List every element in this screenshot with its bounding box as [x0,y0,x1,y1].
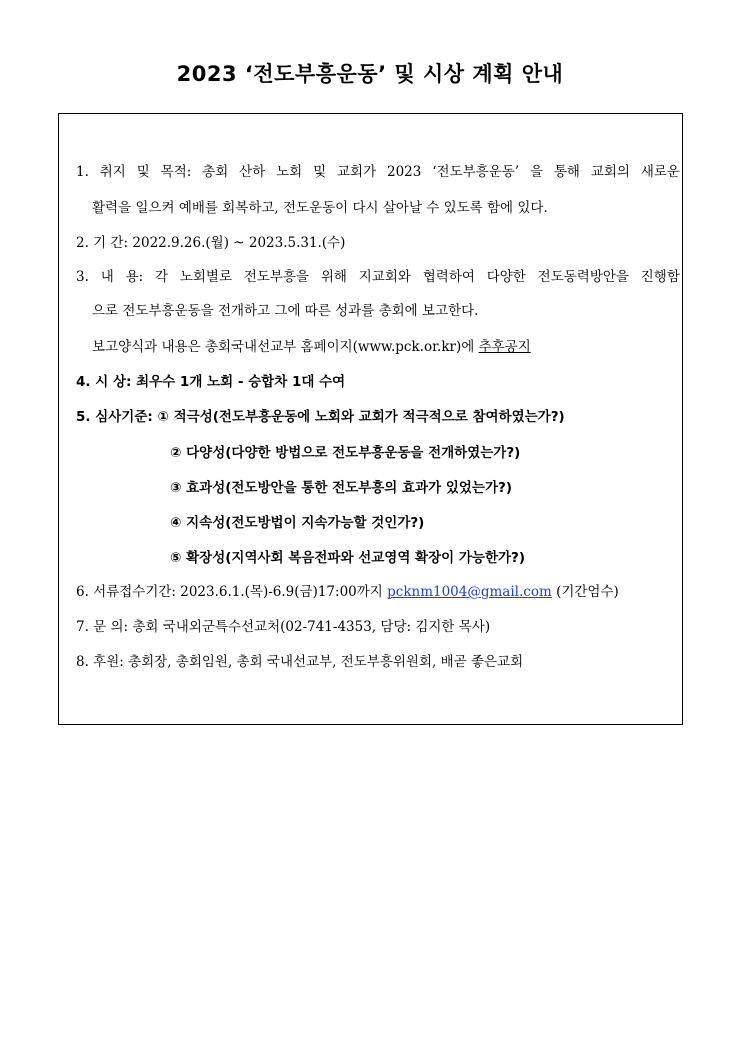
purpose-line-2: 활력을 일으켜 예배를 회복하고, 전도운동이 다시 살아날 수 있도록 함에 있다. [92,200,548,216]
criteria-label: 5. 심사기준: [76,409,158,425]
content-line-1: 3. 내 용: 각 노회별로 전도부흥을 위해 지교회와 협력하여 다양한 전도동력방안을 진행함 [76,269,680,285]
purpose-line-1: 1. 취지 및 목적: 총회 산하 노회 및 교회가 2023 ‘전도부흥운동’ 을 통해 교회의 새로운 [76,164,680,180]
contact-line: 7. 문 의: 총회 국내외군특수선교처(02-741-4353, 담당: 김지한 목사) [76,619,491,635]
criterion-3: ③ 효과성(전도방안을 통한 전도부흥의 효과가 있었는가?) [170,480,513,496]
page-title: 2023 ‘전도부흥운동’ 및 시상 계획 안내 [176,62,564,86]
submission-line: 6. 서류접수기간: 2023.6.1.(목)-6.9(금)17:00까지 pcknm1004@gmail.com (기간엄수) [76,584,619,600]
content-line-2: 으로 전도부흥운동을 전개하고 그에 따른 성과를 총회에 보고한다. [92,303,479,319]
email-link[interactable]: pcknm1004@gmail.com [387,584,552,600]
notice-later-text: 추후공지 [478,339,531,355]
criterion-5: ⑤ 확장성(지역사회 복음전파와 선교영역 확장이 가능한가?) [170,550,526,566]
criteria-line-1 [76,408,565,426]
criterion-1: ① 적극성(전도부흥운동에 노회와 교회가 적극적으로 참여하였는가?) [157,409,565,425]
sponsor-line: 8. 후원: 총회장, 총회임원, 총회 국내선교부, 전도부흥위원회, 배곧 좋은교회 [76,654,524,670]
award-line: 4. 시 상: 최우수 1개 노회 - 승합차 1대 수여 [76,374,346,390]
criterion-4: ④ 지속성(전도방법이 지속가능할 것인가?) [170,515,425,531]
period-line: 2. 기 간: 2022.9.26.(월) ~ 2023.5.31.(수) [76,235,346,251]
criterion-2: ② 다양성(다양한 방법으로 전도부흥운동을 전개하였는가?) [170,445,521,461]
content-line-3: 보고양식과 내용은 총회국내선교부 홈페이지(www.pck.or.kr)에 추후공지 [92,339,531,355]
